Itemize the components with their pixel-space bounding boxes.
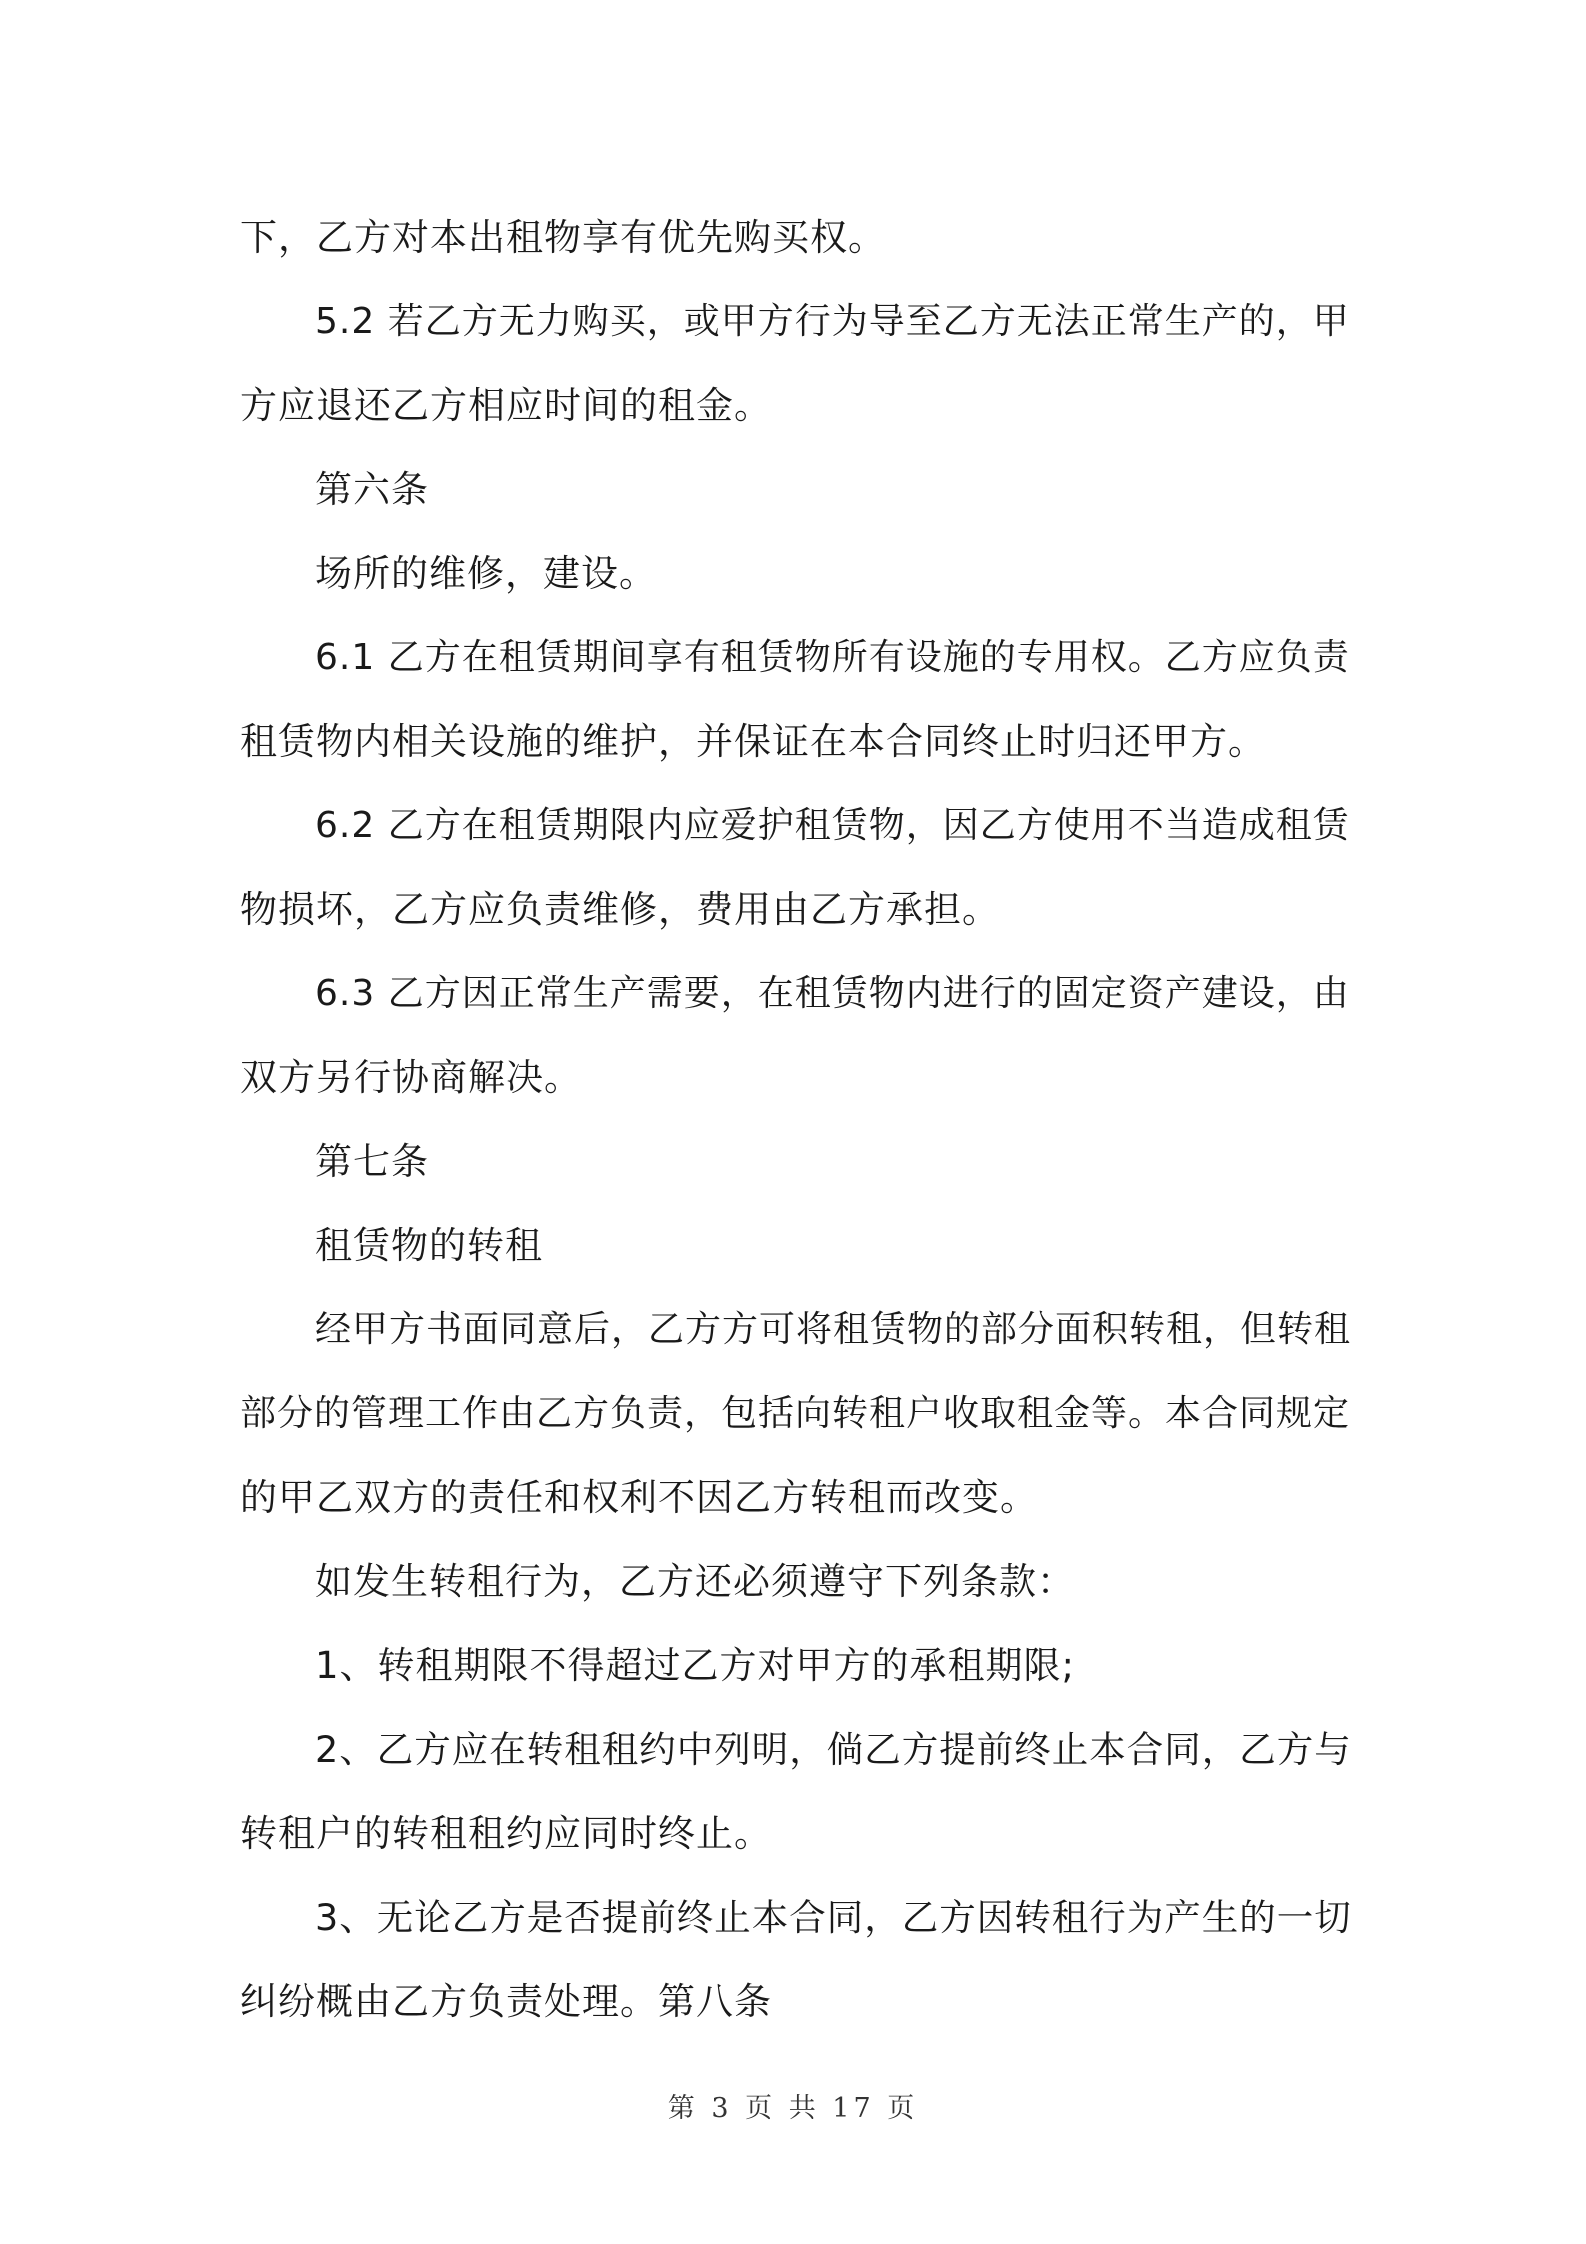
article-title: 场所的维修，建设。 — [315, 552, 657, 595]
paragraph-line: 6.1 乙方在租赁期间享有租赁物所有设施的专用权。乙方应负责 — [315, 637, 1350, 678]
paragraph-line: 租赁物内相关设施的维护，并保证在本合同终止时归还甲方。 — [240, 720, 1266, 763]
paragraph-line: 5.2 若乙方无力购买，或甲方行为导至乙方无法正常生产的，甲 — [315, 301, 1350, 342]
list-item: 3、无论乙方是否提前终止本合同，乙方因转租行为产生的一切 — [315, 1896, 1352, 1939]
paragraph-line: 下，乙方对本出租物享有优先购买权。 — [240, 216, 886, 259]
list-item-continuation: 转租户的转租租约应同时终止。 — [240, 1812, 772, 1855]
paragraph-line: 双方另行协商解决。 — [240, 1056, 582, 1099]
paragraph-line: 物损坏，乙方应负责维修，费用由乙方承担。 — [240, 888, 1000, 931]
paragraph-line: 方应退还乙方相应时间的租金。 — [240, 384, 772, 427]
list-item: 1、转租期限不得超过乙方对甲方的承租期限; — [315, 1644, 1076, 1687]
document-body — [240, 196, 1360, 2044]
list-item: 2、乙方应在转租租约中列明，倘乙方提前终止本合同，乙方与 — [315, 1728, 1352, 1771]
paragraph-line: 6.2 乙方在租赁期限内应爱护租赁物，因乙方使用不当造成租赁 — [315, 805, 1350, 846]
paragraph-line: 的甲乙双方的责任和权利不因乙方转租而改变。 — [240, 1476, 1038, 1519]
page-number-footer: 第 3 页 共 17 页 — [667, 2093, 919, 2124]
paragraph-line: 经甲方书面同意后，乙方方可将租赁物的部分面积转租，但转租 — [315, 1309, 1352, 1350]
paragraph-line: 如发生转租行为，乙方还必须遵守下列条款： — [315, 1560, 1075, 1603]
list-item-continuation: 纠纷概由乙方负责处理。第八条 — [240, 1980, 772, 2023]
paragraph-line: 6.3 乙方因正常生产需要，在租赁物内进行的固定资产建设，由 — [315, 973, 1350, 1014]
article-title: 租赁物的转租 — [315, 1224, 543, 1267]
paragraph-line: 部分的管理工作由乙方负责，包括向转租户收取租金等。本合同规定 — [240, 1393, 1351, 1434]
article-heading: 第六条 — [315, 468, 429, 511]
article-heading: 第七条 — [315, 1140, 429, 1183]
